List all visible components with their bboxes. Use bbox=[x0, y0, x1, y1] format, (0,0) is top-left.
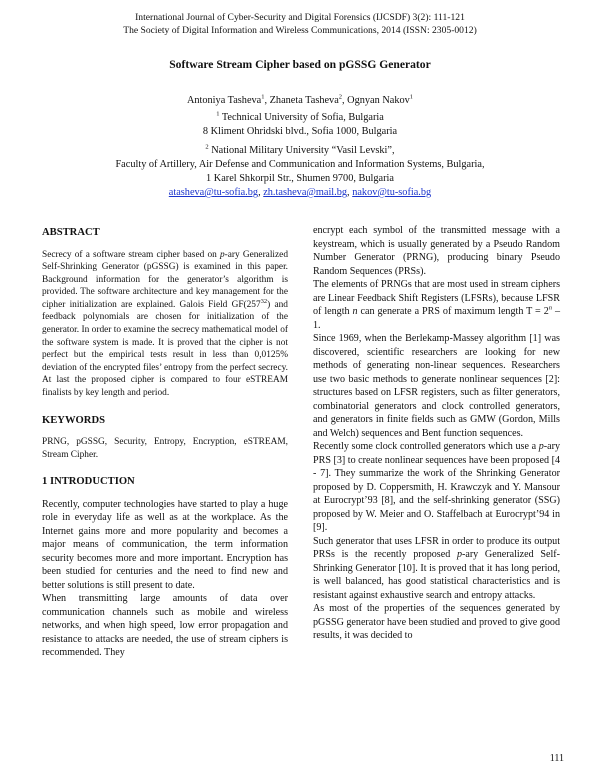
email-separator: , bbox=[347, 187, 353, 198]
affiliation-1-line-2: 8 Kliment Ohridski blvd., Sofia 1000, Bulgaria bbox=[202, 126, 398, 137]
affiliation-2-name: National Military University “Vasil Levski”, bbox=[208, 145, 395, 156]
author-list bbox=[0, 94, 600, 107]
author-3: , Ognyan Nakov bbox=[342, 95, 410, 106]
affiliation-1-marker: 1 bbox=[216, 110, 220, 118]
affiliation-2-line-2: Faculty of Artillery, Air Defense and Communication and Information Systems, Bulgaria, bbox=[115, 159, 485, 170]
right-paragraph-1: encrypt each symbol of the transmitted message with a keystream, which is usually generated by a Pseudo Random Number Generator (PRNG), producing binary Pseudo Random Sequences (PRSs). bbox=[313, 225, 560, 277]
affiliation-2-marker: 2 bbox=[205, 143, 209, 151]
abstract-heading: ABSTRACT bbox=[42, 227, 100, 238]
right-paragraph-2: The elements of PRNGs that are most used in stream ciphers are Linear Feedback Shift Registers (LFSRs), because LFSR of length n can generate a PRS of maximum length $T = 2^n - 1$. bbox=[313, 279, 560, 331]
email-link-2[interactable]: zh.tasheva@mail.bg bbox=[263, 187, 348, 198]
email-link-3[interactable]: nakov@tu-sofia.bg bbox=[352, 187, 432, 198]
intro-paragraph-2: When transmitting large amounts of data over communication channels such as mobile and wireless networks, and when high speed, low error propagation and resistance to attacks are needed, the use of stream ciphers is recommended. They bbox=[42, 593, 288, 659]
author-2-affil: 2 bbox=[338, 93, 343, 101]
right-paragraph-4: Recently some clock controlled generators which use a p-ary PRS [3] to create nonlinear sequences have been proposed [4 - 7]. They summarize the work of the Shrinking Generator proposed by D. Coppersmith, H. Krawczyk and Y. Mansour at Eurocrypt’93 [8], and the self-shrinking generator (SSG) proposed by W. Meier and O. Staffelbach at Eurocrypt’94 in [9]. bbox=[313, 441, 560, 533]
email-link-1[interactable]: atasheva@tu-sofia.bg bbox=[168, 187, 259, 198]
author-2: , Zhaneta Tasheva bbox=[264, 95, 339, 106]
affiliation-1-line-1 bbox=[0, 111, 600, 124]
right-paragraph-5: Such generator that uses LFSR in order to produce its output PRSs is the recently proposed p-ary Generalized Self-Shrinking Generator [10]. It is proved that it has long period, is well balanced, has good statistical characteristics and is resistant against exhaustive search and entropy attacks. bbox=[313, 535, 560, 601]
keywords-text: PRNG, pGSSG, Security, Entropy, Encryption, eSTREAM, Stream Cipher. bbox=[42, 437, 288, 460]
left-column bbox=[42, 222, 288, 660]
email-separator: , bbox=[258, 187, 264, 198]
author-1-affil: 1 bbox=[261, 93, 265, 101]
right-column bbox=[313, 224, 560, 643]
author-3-affil: 1 bbox=[409, 93, 414, 101]
page-number: 111 bbox=[549, 753, 564, 764]
affiliation-1-name: Technical University of Sofia, Bulgaria bbox=[219, 112, 384, 123]
keywords-heading: KEYWORDS bbox=[42, 414, 105, 426]
email-list bbox=[0, 186, 600, 199]
right-paragraph-3: Since 1969, when the Berlekamp-Massey algorithm [1] was discovered, scientific researchers are looking for new methods of generating non-linear sequences. Researchers use two basic methods to generate nonlinear sequences [2]: structures based on LFSR registers, such as filter generators, combinatorial generators and clock controlled generators, and generators in finite fields such as GMW (Gordon, Mills and Welch) sequences and Bent function sequences. bbox=[313, 333, 560, 439]
affiliation-2-line-1 bbox=[0, 144, 600, 157]
intro-paragraph-1: Recently, computer technologies have started to play a huge role in everyday life as well as at the workplace. As the Internet gains more and more popularity and becomes a major means of communication, the term information security becomes more and more important. Encryption has been studied for centuries and the need to find new and better solutions is still present to date. bbox=[42, 498, 288, 591]
author-1: Antoniya Tasheva bbox=[186, 95, 262, 106]
right-paragraph-6: As most of the properties of the sequences generated by pGSSG generator have been studied and proved to give good results, it was decided to bbox=[313, 603, 560, 641]
paper-title: Software Stream Cipher based on pGSSG Generator bbox=[169, 58, 431, 71]
introduction-heading: 1 INTRODUCTION bbox=[42, 476, 135, 488]
journal-header-line-1: International Journal of Cyber-Security and Digital Forensics (IJCSDF) 3(2): 111-121 bbox=[135, 12, 465, 23]
journal-header-line-2: The Society of Digital Information and Wireless Communications, 2014 (ISSN: 2305-0012) bbox=[123, 25, 477, 36]
affiliation-2-line-3: 1 Karel Shkorpil Str., Shumen 9700, Bulgaria bbox=[206, 173, 394, 184]
abstract-text: Secrecy of a software stream cipher based on p-ary Generalized Self-Shrinking Generator (pGSSG) is examined in this paper. Background information for the generator’s algorithm is provided. The software architecture and key management for the cipher initialization are explained. Galois Field $GF(257^{32})$ and feedback polynomials are chosen for initialization of the generator. In order to examine the secrecy mathematical model of the software system is made. It is proved that the cipher is not perfect but the empirical tests result in less than 0,0125% deviation of the encrypted files’ entropy from the perfect secrecy. At last the proposed cipher is compared to four eSTREAM finalists by key length and period. bbox=[42, 249, 288, 399]
